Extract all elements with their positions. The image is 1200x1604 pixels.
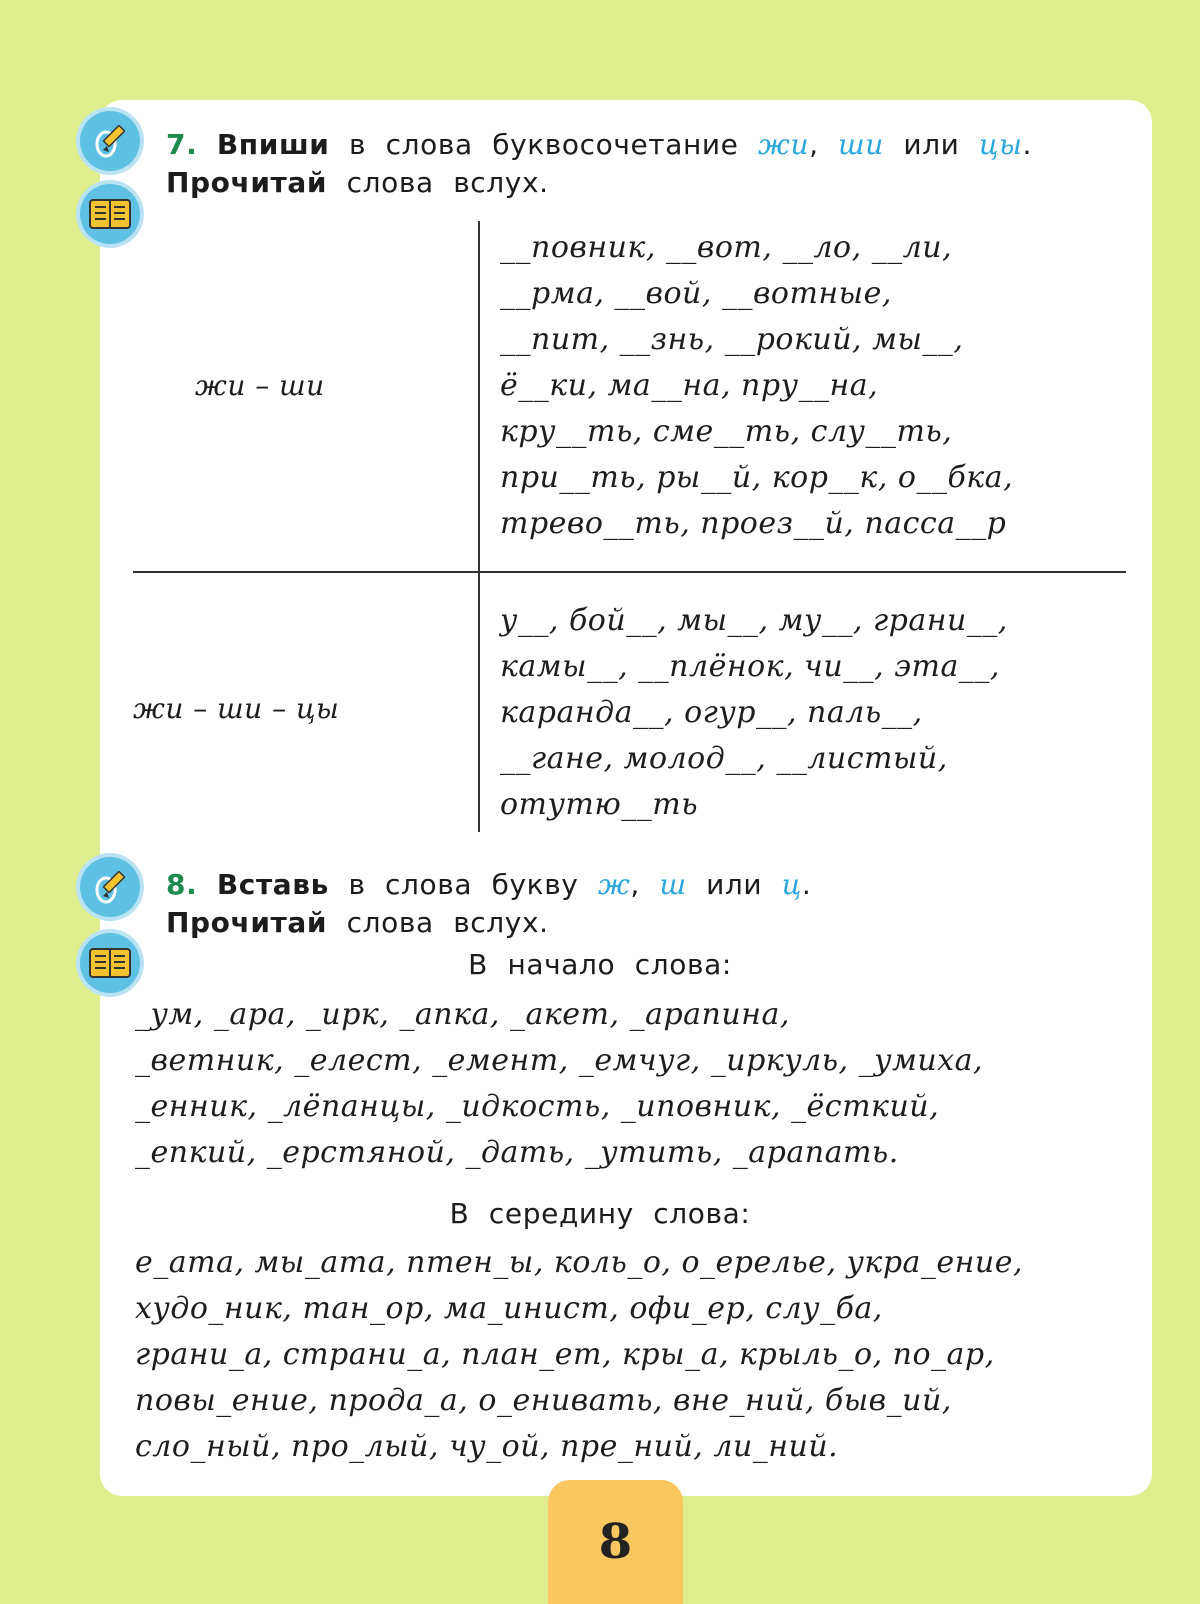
section-label-zhi-shi-tsy: жи – ши – цы <box>133 692 340 725</box>
task-text-2: слова вслух. <box>346 166 549 199</box>
word-line: _енник, _лёпанцы, _идкость, _иповник, _ёсткий, <box>135 1089 940 1124</box>
table-divider-horizontal <box>133 571 1126 573</box>
subheading-start: В начало слова: <box>468 948 732 981</box>
letter-option-3: ц <box>781 868 802 901</box>
word-line: __повник, __вот, __ло, __ли, <box>500 230 953 265</box>
open-book-icon <box>80 184 140 244</box>
letter-option-2: ш <box>659 868 687 901</box>
word-line: худо_ник, тан_ор, ма_инист, офи_ер, слу_ба, <box>135 1291 883 1326</box>
pencil-write-icon <box>80 857 140 917</box>
start-words <box>135 992 983 1176</box>
letter-option-1: жи <box>758 128 810 161</box>
middle-words <box>135 1240 1023 1470</box>
word-line: кру__ть, сме__ть, слу__ть, <box>500 414 953 449</box>
word-line: __рма, __вой, __вотные, <box>500 276 892 311</box>
letter-option-2: ши <box>838 128 884 161</box>
word-line: у__, бой__, мы__, му__, грани__, <box>500 603 1008 638</box>
task-text: в слова букву <box>348 868 579 901</box>
task-number: 8. <box>166 868 198 901</box>
word-line: каранда__, огур__, паль__, <box>500 695 923 730</box>
task-verb-2: Прочитай <box>166 166 328 199</box>
word-line: отутю__ть <box>500 787 699 822</box>
task-number: 7. <box>166 128 198 161</box>
word-line: грани_а, страни_а, план_ет, кры_а, крыль_о, по_ар, <box>135 1337 995 1372</box>
word-line: камы__, __плёнок, чи__, эта__, <box>500 649 1000 684</box>
word-line: _ветник, _елест, _емент, _емчуг, _иркуль, _умиха, <box>135 1043 984 1078</box>
table-divider-vertical <box>478 221 480 832</box>
word-line: повы_ение, прода_а, о_енивать, вне_ний, быв_ий, <box>135 1383 952 1418</box>
word-line: сло_ный, про_лый, чу_ой, пре_ний, ли_ний. <box>135 1429 839 1464</box>
word-line: е_ата, мы_ата, птен_ы, коль_о, о_ерелье, укра_ение, <box>135 1245 1024 1280</box>
letter-option-1: ж <box>597 868 631 901</box>
word-line: __пит, __знь, __рокий, мы__, <box>500 322 964 357</box>
page-number: 8 <box>548 1480 683 1604</box>
letter-option-3: цы <box>979 128 1023 161</box>
word-line: __гане, молод__, __листый, <box>500 741 948 776</box>
word-line: _епкий, _ерстяной, _дать, _утить, _арапать. <box>135 1135 899 1170</box>
task-8-instruction: 8. Вставь в слова букву ж, ш или ц. Прочитай слова вслух. <box>166 868 812 939</box>
conjunction: или <box>706 868 763 901</box>
task-verb: Вставь <box>216 868 329 901</box>
task-text: в слова буквосочетание <box>349 128 739 161</box>
word-line: трево__ть, проез__й, пасса__р <box>500 506 1007 541</box>
section-label-zhi-shi: жи – ши <box>195 369 325 402</box>
word-line: ё__ки, ма__на, пру__на, <box>500 368 879 403</box>
task-7-instruction: 7. Впиши в слова буквосочетание жи, ши или цы. Прочитай слова вслух. <box>166 128 1033 199</box>
conjunction: или <box>903 128 960 161</box>
pencil-write-icon <box>80 111 140 171</box>
task-verb-2: Прочитай <box>166 906 328 939</box>
word-line: _ум, _ара, _ирк, _апка, _акет, _арапина, <box>135 997 790 1032</box>
word-line: при__ть, ры__й, кор__к, о__бка, <box>500 460 1014 495</box>
subheading-middle: В середину слова: <box>449 1197 751 1230</box>
task-verb: Впиши <box>216 128 330 161</box>
section-1-words <box>500 225 1013 547</box>
task-text-2: слова вслух. <box>346 906 549 939</box>
section-2-words <box>500 598 1008 828</box>
